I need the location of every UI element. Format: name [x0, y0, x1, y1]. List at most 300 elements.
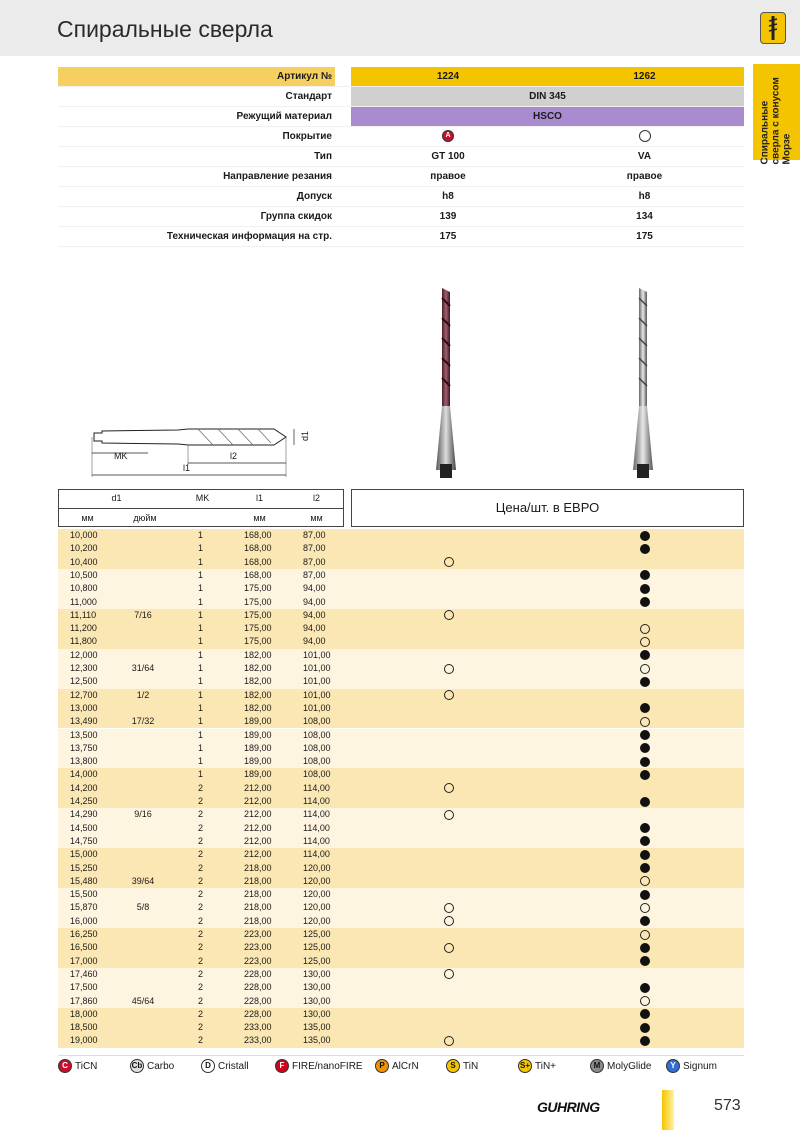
brand-logo: GUHRING: [537, 1099, 600, 1115]
stock-available-icon: [640, 863, 650, 873]
mk-cell: 2: [198, 782, 204, 793]
spec-col1-value: правое: [430, 171, 466, 182]
legend-item: [58, 1059, 97, 1075]
stock-available-icon: [640, 703, 650, 713]
stock-on-request-icon: [444, 969, 454, 979]
l1-cell: 168,00: [244, 530, 272, 540]
stock-on-request-icon: [640, 930, 650, 940]
legend-label: Signum: [683, 1061, 717, 1072]
table-row: [58, 782, 744, 795]
l1-cell: 189,00: [244, 716, 272, 727]
table-row: [58, 968, 744, 981]
table-row: [58, 582, 744, 595]
stock-on-request-icon: [444, 916, 454, 926]
legend-item: [201, 1059, 249, 1075]
table-row: [58, 702, 744, 715]
d1-cell: 14,290: [70, 809, 98, 820]
legend-item: [518, 1059, 556, 1075]
spec-label: Направление резания: [223, 171, 332, 182]
stock-on-request-icon: [640, 637, 650, 647]
legend-item: [446, 1059, 478, 1075]
spec-span-value: HSCO: [351, 107, 744, 126]
coating-ticn-icon: C: [58, 1059, 72, 1073]
spec-row: [58, 127, 744, 147]
drill-1224-image: [430, 288, 462, 478]
legend-item: [130, 1059, 174, 1075]
l2-cell: 114,00: [303, 849, 330, 860]
table-row: [58, 822, 744, 835]
l1-cell: 233,00: [244, 1035, 272, 1046]
mk-cell: 2: [198, 822, 204, 833]
mk-cell: 1: [198, 663, 204, 673]
l2-cell: 130,00: [303, 982, 331, 993]
d1-cell: 15,870: [70, 902, 98, 913]
d1-cell: 15,500: [70, 889, 98, 900]
header-l2-mm: мм: [310, 513, 323, 523]
l1-cell: 233,00: [244, 1022, 272, 1033]
legend-item: [275, 1059, 363, 1075]
mk-cell: 1: [198, 556, 204, 567]
table-row: [58, 622, 744, 635]
spec-col1-value: h8: [442, 191, 454, 202]
stock-available-icon: [640, 770, 650, 780]
table-row: [58, 742, 744, 755]
inch-cell: 39/64: [131, 875, 155, 886]
coating-carbo-icon: Cb: [130, 1059, 144, 1073]
stock-on-request-icon: [640, 664, 650, 674]
l2-cell: 94,00: [303, 636, 326, 647]
l1-cell: 175,00: [244, 636, 272, 647]
table-row: [58, 981, 744, 994]
spec-label: Техническая информация на стр.: [166, 231, 332, 242]
mk-cell: 1: [198, 689, 204, 700]
header-l1: l1: [255, 493, 263, 503]
table-row: [58, 915, 744, 928]
spec-col2-value: VA: [637, 151, 652, 162]
d1-cell: 17,000: [70, 955, 98, 966]
table-row: [58, 649, 744, 662]
l1-cell: 189,00: [244, 769, 272, 780]
stock-available-icon: [640, 730, 650, 740]
d1-cell: 16,000: [70, 915, 98, 926]
stock-on-request-icon: [444, 664, 454, 674]
l1-cell: 212,00: [244, 822, 272, 833]
spec-label: Стандарт: [285, 91, 332, 102]
table-row: [58, 875, 744, 888]
table-row: [58, 1034, 744, 1047]
mk-cell: 2: [198, 942, 204, 953]
mk-cell: 2: [198, 875, 204, 886]
stock-on-request-icon: [444, 690, 454, 700]
l2-cell: 130,00: [303, 995, 331, 1006]
d1-cell: 15,480: [70, 875, 98, 886]
stock-on-request-icon: [444, 810, 454, 820]
l1-cell: 182,00: [244, 689, 272, 700]
l2-cell: 101,00: [303, 676, 331, 687]
l1-cell: 182,00: [244, 702, 272, 713]
l1-cell: 228,00: [244, 982, 272, 993]
mk-cell: 1: [198, 769, 204, 780]
l1-cell: 223,00: [244, 929, 272, 939]
stock-available-icon: [640, 544, 650, 554]
table-row: [58, 542, 744, 555]
mk-cell: 1: [198, 543, 204, 554]
table-row: [58, 729, 744, 742]
stock-available-icon: [640, 956, 650, 966]
d1-cell: 10,200: [70, 543, 98, 554]
stock-available-icon: [640, 531, 650, 541]
l2-cell: 108,00: [303, 769, 331, 780]
drill-1262-image: [627, 288, 659, 478]
mk-cell: 2: [198, 995, 204, 1006]
header-d1-mm: мм: [81, 513, 94, 523]
spec-col2-value: 134: [636, 211, 653, 222]
stock-available-icon: [640, 850, 650, 860]
legend-item: [590, 1059, 651, 1075]
page-title: Спиральные сверла: [57, 16, 273, 42]
mk-cell: 1: [198, 676, 204, 687]
table-row: [58, 596, 744, 609]
stock-available-icon: [640, 983, 650, 993]
legend-item: [375, 1059, 419, 1075]
d1-cell: 15,000: [70, 849, 98, 860]
spec-col2-value: h8: [638, 191, 651, 202]
section-side-tab[interactable]: [753, 64, 800, 165]
legend-item: [666, 1059, 717, 1075]
l2-cell: 120,00: [303, 902, 331, 913]
coating-none-icon: [639, 130, 651, 142]
d1-cell: 17,500: [70, 982, 98, 993]
d1-cell: 13,490: [70, 716, 98, 727]
header-mk: MK: [195, 493, 210, 503]
stock-available-icon: [640, 1023, 650, 1033]
l1-cell: 212,00: [244, 796, 272, 806]
l1-cell: 182,00: [244, 663, 272, 673]
d1-cell: 10,400: [70, 556, 98, 567]
d1-cell: 16,500: [70, 942, 98, 953]
stock-available-icon: [640, 677, 650, 687]
spec-col2-value: 1262: [545, 67, 744, 86]
mk-cell: 1: [198, 716, 204, 727]
stock-available-icon: [640, 943, 650, 953]
legend-label: FIRE/nanoFIRE: [292, 1061, 363, 1072]
l1-cell: 212,00: [244, 782, 272, 793]
d1-cell: 18,500: [70, 1022, 98, 1033]
d1-cell: 11,000: [70, 596, 97, 607]
l2-cell: 120,00: [303, 875, 331, 886]
d1-cell: 16,250: [70, 929, 98, 939]
table-row: [58, 635, 744, 648]
availability-mark-a: [444, 1036, 454, 1050]
l2-cell: 125,00: [303, 929, 331, 939]
stock-available-icon: [640, 1009, 650, 1019]
spec-row: [58, 107, 744, 127]
coating-legend: [58, 1055, 744, 1078]
spec-label: Допуск: [296, 191, 332, 202]
mk-cell: 1: [198, 649, 204, 660]
stock-available-icon: [640, 597, 650, 607]
spec-span-value: DIN 345: [351, 87, 744, 106]
inch-cell: 5/8: [136, 902, 150, 913]
d1-cell: 12,700: [70, 689, 98, 700]
l2-cell: 108,00: [303, 756, 331, 767]
schematic-d1-label: d1: [300, 430, 311, 442]
legend-label: TiN: [463, 1061, 479, 1072]
sizes-table-header: [58, 489, 344, 527]
l1-cell: 228,00: [244, 995, 272, 1006]
d1-cell: 12,000: [70, 649, 98, 660]
legend-label: TiN+: [535, 1061, 557, 1072]
l2-cell: 101,00: [303, 663, 331, 673]
d1-cell: 13,500: [70, 729, 98, 740]
l2-cell: 94,00: [303, 583, 326, 594]
schematic-l2-label: l2: [230, 451, 238, 461]
stock-available-icon: [640, 570, 650, 580]
stock-on-request-icon: [640, 717, 650, 727]
spec-col2-value: 175: [636, 231, 653, 242]
mk-cell: 1: [198, 742, 204, 753]
schematic-l1-label: l1: [183, 463, 191, 473]
l2-cell: 125,00: [303, 942, 331, 953]
stock-available-icon: [640, 916, 650, 926]
footer-accent-bar: [662, 1090, 674, 1130]
table-row: [58, 862, 744, 875]
l1-cell: 175,00: [244, 583, 272, 594]
spec-col2-value: [545, 127, 744, 146]
d1-cell: 14,500: [70, 822, 98, 833]
d1-cell: 19,000: [70, 1035, 98, 1046]
table-row: [58, 1008, 744, 1021]
spec-row: [58, 167, 744, 187]
l2-cell: 125,00: [303, 955, 331, 966]
l2-cell: 87,00: [303, 556, 326, 567]
stock-on-request-icon: [640, 903, 650, 913]
mk-cell: 1: [198, 702, 204, 713]
coating-firenanofire-icon: F: [275, 1059, 289, 1073]
coating-cristall-icon: D: [201, 1059, 215, 1073]
mk-cell: 1: [198, 530, 204, 540]
l1-cell: 182,00: [244, 649, 272, 660]
spec-label: Артикул №: [58, 67, 335, 86]
legend-label: TiCN: [75, 1061, 98, 1072]
l2-cell: 101,00: [303, 649, 331, 660]
mk-cell: 1: [198, 623, 204, 634]
l2-cell: 120,00: [303, 862, 331, 873]
d1-cell: 13,750: [70, 742, 98, 753]
l2-cell: 87,00: [303, 569, 326, 580]
spec-col1-value: 139: [439, 211, 457, 222]
stock-on-request-icon: [444, 903, 454, 913]
mk-cell: 2: [198, 889, 204, 900]
d1-cell: 14,000: [70, 769, 98, 780]
header-l2: l2: [312, 493, 320, 503]
l1-cell: 168,00: [244, 569, 272, 580]
stock-available-icon: [640, 797, 650, 807]
l2-cell: 101,00: [303, 689, 331, 700]
spec-col2-value: правое: [626, 171, 663, 182]
l2-cell: 114,00: [303, 782, 330, 793]
table-row: [58, 848, 744, 861]
drill-schematic: [88, 415, 318, 485]
table-row: [58, 768, 744, 781]
header-l1-mm: мм: [253, 513, 266, 523]
mk-cell: 2: [198, 1035, 204, 1046]
d1-cell: 14,200: [70, 782, 98, 793]
legend-label: Carbo: [147, 1061, 175, 1072]
legend-label: MolyGlide: [607, 1061, 652, 1072]
spec-row: [58, 187, 744, 207]
coating-a-icon: A: [442, 130, 454, 142]
stock-on-request-icon: [640, 876, 650, 886]
schematic-mk-label: MK: [114, 451, 128, 461]
table-row: [58, 888, 744, 901]
d1-cell: 15,250: [70, 862, 98, 873]
stock-on-request-icon: [444, 943, 454, 953]
inch-cell: 1/2: [136, 689, 150, 700]
l1-cell: 218,00: [244, 889, 272, 900]
l1-cell: 223,00: [244, 942, 272, 953]
mk-cell: 2: [198, 955, 204, 966]
spec-row: [58, 67, 744, 87]
spec-row: [58, 87, 744, 107]
spec-col1-value: GT 100: [431, 151, 465, 162]
l2-cell: 94,00: [303, 609, 326, 620]
table-row: [58, 569, 744, 582]
drill-logo-icon: [760, 12, 786, 44]
table-row: [58, 941, 744, 954]
mk-cell: 2: [198, 849, 204, 860]
stock-on-request-icon: [640, 996, 650, 1006]
mk-cell: 1: [198, 609, 204, 620]
l1-cell: 212,00: [244, 809, 272, 820]
inch-cell: 7/16: [134, 609, 152, 620]
table-row: [58, 556, 744, 569]
inch-cell: 9/16: [134, 809, 152, 820]
d1-cell: 14,750: [70, 835, 98, 846]
header-d1: d1: [111, 493, 122, 503]
table-row: [58, 928, 744, 941]
stock-available-icon: [640, 1036, 650, 1046]
l2-cell: 94,00: [303, 596, 326, 607]
d1-cell: 17,860: [70, 995, 98, 1006]
d1-cell: 11,200: [70, 623, 97, 634]
l2-cell: 130,00: [303, 1008, 331, 1019]
header-d1-inch: дюйм: [133, 513, 157, 523]
l2-cell: 114,00: [303, 835, 330, 846]
stock-available-icon: [640, 743, 650, 753]
stock-on-request-icon: [444, 1036, 454, 1046]
stock-available-icon: [640, 584, 650, 594]
l2-cell: 114,00: [303, 796, 330, 806]
l1-cell: 212,00: [244, 835, 272, 846]
l2-cell: 114,00: [303, 822, 330, 833]
spec-label: Покрытие: [282, 131, 332, 142]
mk-cell: 2: [198, 1022, 204, 1033]
d1-cell: 14,250: [70, 796, 98, 806]
spec-label: Режущий материал: [236, 111, 332, 122]
table-row: [58, 835, 744, 848]
l1-cell: 228,00: [244, 1008, 272, 1019]
stock-available-icon: [640, 650, 650, 660]
spec-col1-value: 175: [439, 231, 457, 242]
mk-cell: 2: [198, 835, 204, 846]
section-side-tab-label: Спиральные сверла с конусом Морзе: [759, 77, 793, 165]
coating-alcrn-icon: P: [375, 1059, 389, 1073]
l1-cell: 175,00: [244, 596, 272, 607]
stock-available-icon: [640, 836, 650, 846]
legend-label: Cristall: [218, 1061, 249, 1072]
l1-cell: 218,00: [244, 915, 272, 926]
table-row: [58, 609, 744, 622]
d1-cell: 11,110: [70, 609, 97, 620]
l2-cell: 87,00: [303, 530, 326, 540]
mk-cell: 1: [198, 756, 204, 767]
legend-label: AlCrN: [392, 1061, 419, 1072]
d1-cell: 12,500: [70, 676, 98, 687]
l1-cell: 189,00: [244, 756, 272, 767]
l1-cell: 218,00: [244, 902, 272, 913]
inch-cell: 31/64: [131, 663, 155, 673]
table-row: [58, 901, 744, 914]
l1-cell: 228,00: [244, 968, 272, 979]
l1-cell: 168,00: [244, 543, 272, 554]
spec-col1-value: 1224: [351, 67, 545, 86]
spec-col1-value: [351, 127, 545, 146]
d1-cell: 11,800: [70, 636, 97, 647]
table-row: [58, 995, 744, 1008]
d1-cell: 10,000: [70, 530, 98, 540]
stock-on-request-icon: [640, 624, 650, 634]
coating-tin-icon: S+: [518, 1059, 532, 1073]
table-row: [58, 662, 744, 675]
l1-cell: 182,00: [244, 676, 272, 687]
l1-cell: 212,00: [244, 849, 272, 860]
spec-table: [58, 67, 744, 247]
mk-cell: 2: [198, 809, 204, 820]
mk-cell: 2: [198, 796, 204, 806]
mk-cell: 1: [198, 729, 204, 740]
l2-cell: 135,00: [303, 1022, 331, 1033]
mk-cell: 1: [198, 569, 204, 580]
l1-cell: 175,00: [244, 609, 272, 620]
stock-on-request-icon: [444, 557, 454, 567]
table-row: [58, 1021, 744, 1034]
d1-cell: 13,800: [70, 756, 98, 767]
spec-label: Группа скидок: [260, 211, 332, 222]
l1-cell: 223,00: [244, 955, 272, 966]
l2-cell: 108,00: [303, 729, 331, 740]
l2-cell: 120,00: [303, 889, 331, 900]
mk-cell: 1: [198, 596, 204, 607]
mk-cell: 2: [198, 862, 204, 873]
l1-cell: 218,00: [244, 875, 272, 886]
table-row: [58, 675, 744, 688]
d1-cell: 18,000: [70, 1008, 98, 1019]
table-row: [58, 529, 744, 542]
table-row: [58, 689, 744, 702]
price-header: Цена/шт. в ЕВРО: [351, 489, 744, 527]
table-row: [58, 955, 744, 968]
l2-cell: 120,00: [303, 915, 331, 926]
stock-available-icon: [640, 890, 650, 900]
mk-cell: 1: [198, 636, 204, 647]
l2-cell: 101,00: [303, 702, 331, 713]
coating-molyglide-icon: M: [590, 1059, 604, 1073]
mk-cell: 2: [198, 929, 204, 939]
spec-row: [58, 207, 744, 227]
l2-cell: 130,00: [303, 968, 331, 979]
l2-cell: 108,00: [303, 742, 331, 753]
